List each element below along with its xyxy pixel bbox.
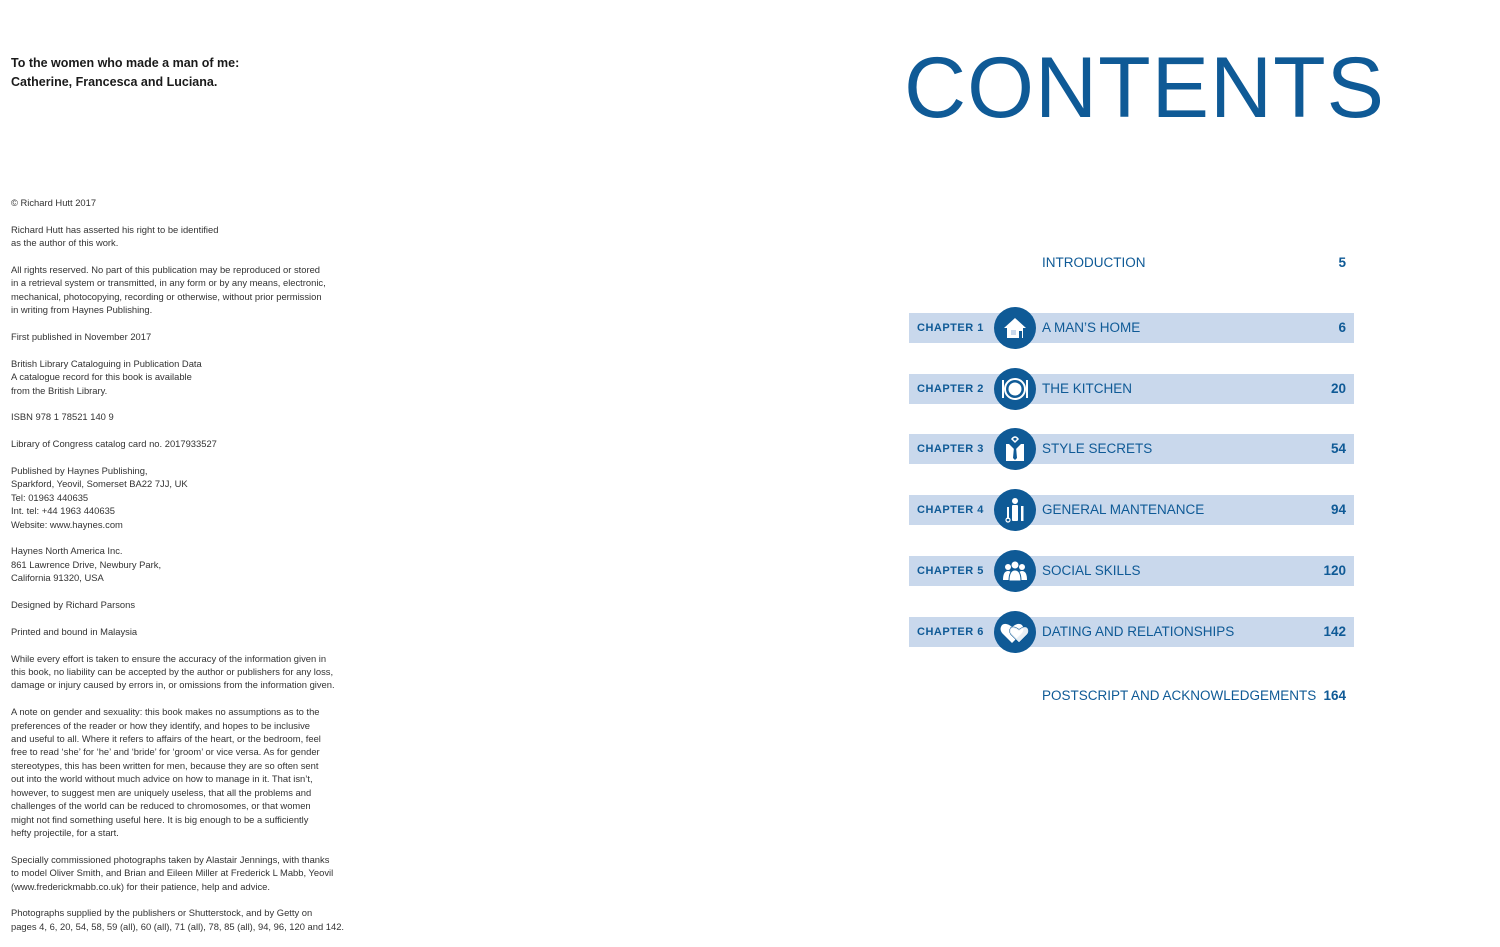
chapter-label: CHAPTER 6 (917, 626, 984, 638)
toc-entry-chapter-5[interactable] (909, 556, 1354, 586)
copyright-notice: © Richard Hutt 2017 (11, 197, 97, 208)
entry-title: THE KITCHEN (1042, 381, 1133, 396)
contents-title: CONTENTS (904, 40, 1385, 136)
photo-credits-commissioned: Specially commissioned photographs taken by Alastair Jennings, with thanks to model Oliver Smith, and Brian and Eileen Miller at Frederick L Mabb, Yeovil (www.frederickmabb.co.uk) for their patience, help and advice. (11, 853, 334, 892)
toc-entry-postscript[interactable] (909, 681, 1354, 711)
designed-by: Designed by Richard Parsons (11, 599, 136, 611)
entry-page-number: 94 (1330, 502, 1346, 517)
toc-entry-chapter-6[interactable] (909, 617, 1354, 647)
printed-in: Printed and bound in Malaysia (11, 625, 138, 637)
entry-title: POSTSCRIPT AND ACKNOWLEDGEMENTS (1042, 688, 1317, 703)
isbn: ISBN 978 1 78521 140 9 (11, 411, 114, 423)
dedication-line: To the women who made a man of me: (11, 56, 240, 70)
photo-credits-supplied: Photographs supplied by the publishers or Shutterstock, and by Getty on pages 4, 6, 20, 54, 58, 59 (all), 60 (all), 71 (all), 78, 85 (all), 94, 96, 120 and 142. (11, 907, 345, 932)
entry-title: STYLE SECRETS (1042, 441, 1153, 456)
chapter-label: CHAPTER 4 (917, 504, 984, 516)
entry-page-number: 20 (1330, 381, 1346, 396)
publisher-address: Published by Haynes Publishing, Sparkford, Yeovil, Somerset BA22 7JJ, UK Tel: 01963 440635 Int. tel: +44 1963 440635 Website: www.haynes.com (11, 465, 188, 530)
cip-data: British Library Cataloguing in Publication Data A catalogue record for this book is available from the British Library. (11, 357, 202, 396)
toc-entry-chapter-1[interactable] (909, 313, 1354, 343)
chapter-label: CHAPTER 5 (917, 565, 984, 577)
entry-page-number: 164 (1323, 688, 1346, 703)
rights-asserted: Richard Hutt has asserted his right to be identified as the author of this work. (11, 223, 219, 249)
hearts-icon (994, 611, 1036, 653)
entry-page-number: 6 (1338, 320, 1346, 335)
entry-title: DATING AND RELATIONSHIPS (1042, 624, 1235, 639)
chapter-label: CHAPTER 2 (917, 383, 984, 395)
north-america-address: Haynes North America Inc. 861 Lawrence Drive, Newbury Park, California 91320, USA (11, 545, 162, 584)
people-icon (994, 550, 1036, 592)
house-icon (994, 307, 1036, 349)
liability-disclaimer: While every effort is taken to ensure the accuracy of the information given in this book, no liability can be accepted by the author or publishers for any loss, damage or injury caused by errors in, or omissions from the information given. (11, 652, 335, 691)
loc-catalog: Library of Congress catalog card no. 2017933527 (11, 438, 217, 450)
dedication (11, 54, 239, 92)
entry-title: GENERAL MANTENANCE (1042, 502, 1205, 517)
entry-title: INTRODUCTION (1042, 255, 1146, 270)
entry-page-number: 120 (1323, 563, 1346, 578)
toc-entry-chapter-2[interactable] (909, 374, 1354, 404)
chapter-label: CHAPTER 1 (917, 322, 984, 334)
dedication-line: Catherine, Francesca and Luciana. (11, 75, 218, 89)
plate-cutlery-icon (994, 368, 1036, 410)
entry-page-number: 54 (1330, 441, 1346, 456)
shirt-tie-icon (994, 428, 1036, 470)
tools-icon (994, 489, 1036, 531)
entry-title: SOCIAL SKILLS (1042, 563, 1141, 578)
chapter-label: CHAPTER 3 (917, 443, 984, 455)
first-published: First published in November 2017 (11, 331, 152, 343)
toc-entry-chapter-3[interactable] (909, 434, 1354, 464)
gender-note: A note on gender and sexuality: this book makes no assumptions as to the preferences of the reader or how they identify, and hopes to be inclusive and useful to all. Where it refers to affairs of the heart, or the bedroom, feel free to read ‘she’ for ‘he’ and ‘bride’ for ‘groom’ or vice versa. As for gender stereotypes, this has been written for men, because they are so often sent out into the world without much advice on how to manage in it. That isn’t, however, to suggest men are uniquely useless, that all the problems and challenges of the world can be reduced to chromosomes, or that women might not find something useful here. It is big enough to be a sufficiently hefty projectile, for a start. (11, 706, 321, 838)
toc-entry-introduction[interactable] (909, 248, 1354, 278)
entry-page-number: 5 (1338, 255, 1346, 270)
toc-entry-chapter-4[interactable] (909, 495, 1354, 525)
imprint-text (11, 196, 351, 947)
all-rights-reserved: All rights reserved. No part of this publication may be reproduced or stored in a retrieval system or transmitted, in any form or by any means, electronic, mechanical, photocopying, recording or otherwise, without prior permission in writing from Haynes Publishing. (11, 264, 326, 316)
entry-title: A MAN’S HOME (1042, 320, 1141, 335)
entry-page-number: 142 (1323, 624, 1346, 639)
imprint-page (11, 0, 351, 936)
